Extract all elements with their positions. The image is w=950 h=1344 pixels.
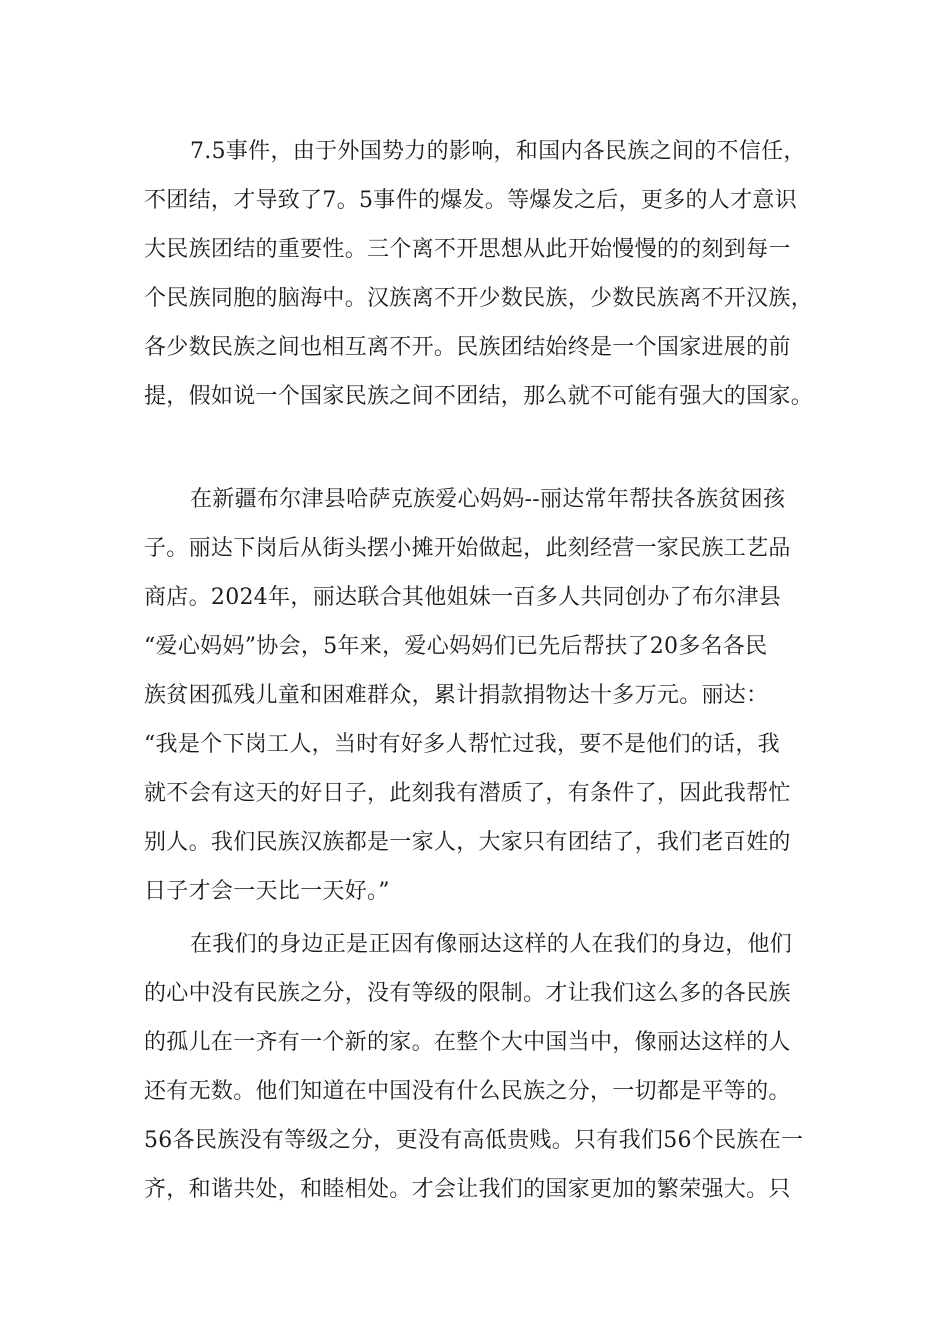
paragraph-1-line-6: 提，假如说一个国家民族之间不团结，那么就不可能有强大的国家。 xyxy=(144,384,814,409)
paragraph-2-line-1: 在新疆布尔津县哈萨克族爱心妈妈--丽达常年帮扶各族贫困孩 xyxy=(190,487,786,512)
paragraph-2-line-6: “我是个下岗工人，当时有好多人帮忙过我，要不是他们的话，我 xyxy=(144,732,780,757)
paragraph-2-line-7: 就不会有这天的好日子，此刻我有潜质了，有条件了，因此我帮忙 xyxy=(144,781,791,806)
paragraph-2-line-2: 子。丽达下岗后从街头摆小摊开始做起，此刻经营一家民族工艺品 xyxy=(144,536,791,561)
paragraph-3-line-2: 的心中没有民族之分，没有等级的限制。才让我们这么多的各民族 xyxy=(144,981,791,1006)
paragraph-3-line-3: 的孤儿在一齐有一个新的家。在整个大中国当中，像丽达这样的人 xyxy=(144,1030,791,1055)
paragraph-1-line-5: 各少数民族之间也相互离不开。民族团结始终是一个国家进展的前 xyxy=(144,335,791,360)
paragraph-2-line-9: 日子才会一天比一天好。” xyxy=(144,879,390,904)
paragraph-1-line-4: 个民族同胞的脑海中。汉族离不开少数民族，少数民族离不开汉族， xyxy=(144,286,814,311)
paragraph-2-line-8: 别人。我们民族汉族都是一家人，大家只有团结了，我们老百姓的 xyxy=(144,830,791,855)
paragraph-1-line-2: 不团结，才导致了7。5事件的爆发。等爆发之后，更多的人才意识 xyxy=(144,188,797,213)
paragraph-1-line-1: 7.5事件，由于外国势力的影响，和国内各民族之间的不信任， xyxy=(190,139,806,164)
paragraph-1-line-3: 大民族团结的重要性。三个离不开思想从此开始慢慢的的刻到每一 xyxy=(144,237,791,262)
paragraph-3-line-1: 在我们的身边正是正因有像丽达这样的人在我们的身边，他们 xyxy=(190,932,793,957)
paragraph-2-line-4: “爱心妈妈”协会，5年来，爱心妈妈们已先后帮扶了20多名各民 xyxy=(144,634,768,659)
paragraph-2-line-5: 族贫困孤残儿童和困难群众，累计捐款捐物达十多万元。丽达： xyxy=(144,683,769,708)
paragraph-3-line-5: 56各民族没有等级之分，更没有高低贵贱。只有我们56个民族在一 xyxy=(144,1128,804,1153)
paragraph-3-line-6: 齐，和谐共处，和睦相处。才会让我们的国家更加的繁荣强大。只 xyxy=(144,1177,791,1202)
paragraph-2-line-3: 商店。2024年，丽达联合其他姐妹一百多人共同创办了布尔津县 xyxy=(144,585,781,610)
paragraph-3-line-4: 还有无数。他们知道在中国没有什么民族之分，一切都是平等的。 xyxy=(144,1079,791,1104)
